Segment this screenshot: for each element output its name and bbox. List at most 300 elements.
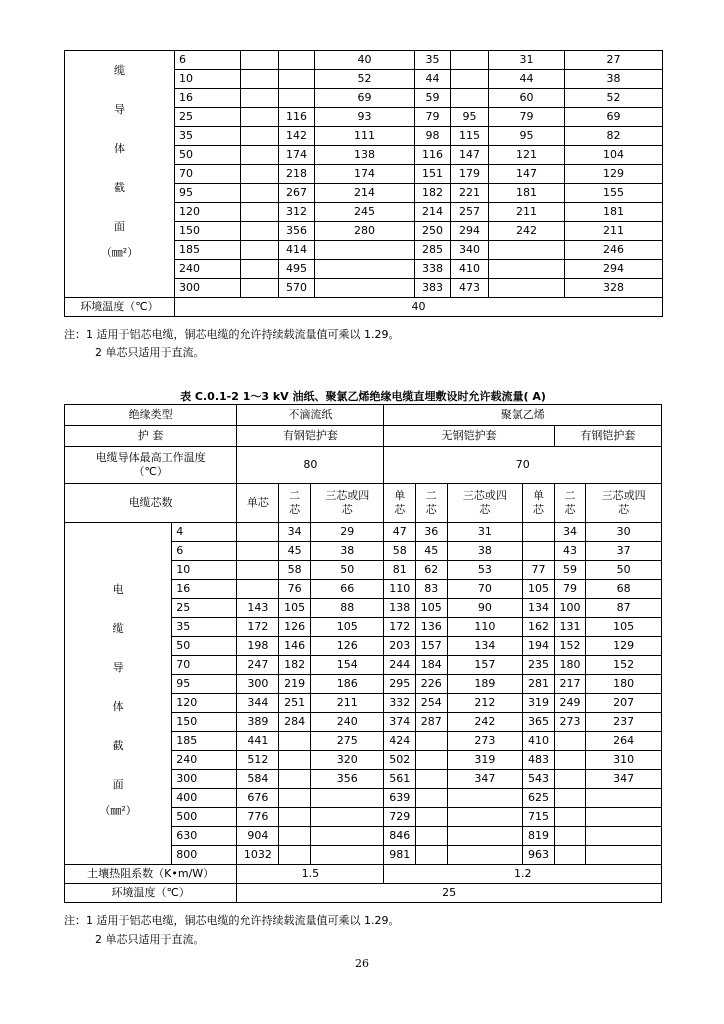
- current-value: 105: [310, 618, 384, 637]
- current-value: 257: [451, 203, 489, 222]
- blank-cell: [241, 146, 279, 165]
- current-value: [310, 846, 384, 865]
- current-value: 110: [384, 580, 416, 599]
- current-value: 211: [310, 694, 384, 713]
- current-value: [586, 808, 662, 827]
- current-value: 131: [554, 618, 586, 637]
- blank-cell: [241, 165, 279, 184]
- current-value: 152: [586, 656, 662, 675]
- cross-section-value: 70: [175, 165, 241, 184]
- current-value: 226: [416, 675, 448, 694]
- blank-cell: [241, 203, 279, 222]
- current-value: 244: [384, 656, 416, 675]
- cross-section-value: 630: [172, 827, 237, 846]
- current-value: 50: [586, 561, 662, 580]
- current-value: 126: [279, 618, 311, 637]
- current-value: 27: [565, 51, 663, 70]
- current-value: 819: [523, 827, 555, 846]
- current-value: 267: [279, 184, 315, 203]
- current-value: 138: [384, 599, 416, 618]
- current-value: 182: [415, 184, 451, 203]
- table-2-title: 表 C.0.1-2 1～3 kV 油纸、聚氯乙烯绝缘电缆直埋敷设时允许载流量( A): [180, 390, 546, 403]
- sheath-unarmored-pvc: 无钢铠护套: [384, 426, 554, 447]
- current-value: [315, 241, 415, 260]
- cross-section-label: 电 缆 导 体 截 面 （㎜²）: [65, 523, 172, 865]
- blank-cell: [241, 127, 279, 146]
- current-value: 172: [237, 618, 279, 637]
- current-value: 237: [586, 713, 662, 732]
- blank-cell: [241, 279, 279, 298]
- current-value: 251: [279, 694, 311, 713]
- current-value: 320: [310, 751, 384, 770]
- current-value: 356: [279, 222, 315, 241]
- current-value: 284: [279, 713, 311, 732]
- current-value: 181: [489, 184, 565, 203]
- soil-resistivity-label: 土壤热阻系数（K•m/W）: [65, 865, 237, 884]
- blank-cell: [241, 108, 279, 127]
- current-value: 116: [279, 108, 315, 127]
- current-value: 43: [554, 542, 586, 561]
- current-value: [237, 561, 279, 580]
- note-1-line-2: 2 单芯只适用于直流。: [95, 346, 205, 359]
- current-value: 344: [237, 694, 279, 713]
- current-value: 81: [384, 561, 416, 580]
- current-value: 60: [489, 89, 565, 108]
- current-value: 246: [565, 241, 663, 260]
- current-value: 79: [489, 108, 565, 127]
- cross-section-value: 6: [172, 542, 237, 561]
- current-value: 264: [586, 732, 662, 751]
- current-value: 280: [315, 222, 415, 241]
- sheath-armored-pvc: 有钢铠护套: [554, 426, 661, 447]
- current-value: 410: [523, 732, 555, 751]
- current-value: 981: [384, 846, 416, 865]
- current-value: 45: [279, 542, 311, 561]
- current-value: 77: [523, 561, 555, 580]
- current-value: 247: [237, 656, 279, 675]
- cross-section-value: 25: [175, 108, 241, 127]
- current-value: 146: [279, 637, 311, 656]
- current-value: 174: [315, 165, 415, 184]
- current-value: 105: [416, 599, 448, 618]
- current-value: 34: [554, 523, 586, 542]
- cross-section-value: 6: [175, 51, 241, 70]
- current-value: 473: [451, 279, 489, 298]
- cross-section-value: 300: [175, 279, 241, 298]
- current-value: 70: [447, 580, 523, 599]
- cross-section-value: 120: [175, 203, 241, 222]
- pvc-insulation-header: 聚氯乙烯: [384, 405, 662, 426]
- current-value: 69: [565, 108, 663, 127]
- current-value: 273: [554, 713, 586, 732]
- current-value: 584: [237, 770, 279, 789]
- core-single-pvc-2: 单 芯: [523, 484, 555, 523]
- current-value: 186: [310, 675, 384, 694]
- current-value: [554, 789, 586, 808]
- blank-cell: [241, 260, 279, 279]
- cross-section-value: 35: [175, 127, 241, 146]
- cross-section-value: 240: [175, 260, 241, 279]
- current-value: 240: [310, 713, 384, 732]
- current-value: [447, 827, 523, 846]
- current-value: 340: [451, 241, 489, 260]
- cross-section-value: 25: [172, 599, 237, 618]
- current-value: [279, 89, 315, 108]
- max-temp-paper: 80: [237, 447, 384, 484]
- current-value: 147: [451, 146, 489, 165]
- current-value: 58: [384, 542, 416, 561]
- current-value: [554, 827, 586, 846]
- current-value: 162: [523, 618, 555, 637]
- current-value: 625: [523, 789, 555, 808]
- current-value: [586, 846, 662, 865]
- current-value: 294: [565, 260, 663, 279]
- current-value: 715: [523, 808, 555, 827]
- cross-section-value: 800: [172, 846, 237, 865]
- current-value: 58: [279, 561, 311, 580]
- current-value: 294: [451, 222, 489, 241]
- current-value: [315, 260, 415, 279]
- current-value: 1032: [237, 846, 279, 865]
- current-value: [279, 827, 311, 846]
- current-value: 40: [315, 51, 415, 70]
- blank-cell: [241, 89, 279, 108]
- current-value: 52: [315, 70, 415, 89]
- current-value: [554, 846, 586, 865]
- current-value: 273: [447, 732, 523, 751]
- current-value: [279, 808, 311, 827]
- current-value: [554, 770, 586, 789]
- current-value: 95: [451, 108, 489, 127]
- current-value: 512: [237, 751, 279, 770]
- current-value: 90: [447, 599, 523, 618]
- current-value: [451, 89, 489, 108]
- current-value: 180: [554, 656, 586, 675]
- cross-section-value: 35: [172, 618, 237, 637]
- current-value: 45: [416, 542, 448, 561]
- current-value: [237, 580, 279, 599]
- current-value: [310, 789, 384, 808]
- current-value: [489, 260, 565, 279]
- current-value: 79: [554, 580, 586, 599]
- current-value: 570: [279, 279, 315, 298]
- insulation-type-label: 绝缘类型: [65, 405, 237, 426]
- sheath-label: 护 套: [65, 426, 237, 447]
- current-value: 218: [279, 165, 315, 184]
- cross-section-value: 95: [172, 675, 237, 694]
- current-value: 35: [415, 51, 451, 70]
- cross-section-value: 240: [172, 751, 237, 770]
- current-value: 69: [315, 89, 415, 108]
- soil-resistivity-pvc: 1.2: [384, 865, 662, 884]
- current-value: 441: [237, 732, 279, 751]
- current-value: 214: [315, 184, 415, 203]
- cross-section-value: 16: [175, 89, 241, 108]
- cross-section-label: 缆 导 体 截 面 （㎜²）: [65, 51, 175, 298]
- current-value: [554, 732, 586, 751]
- cross-section-value: 120: [172, 694, 237, 713]
- current-value: 219: [279, 675, 311, 694]
- current-value: 221: [451, 184, 489, 203]
- current-value: 495: [279, 260, 315, 279]
- cross-section-value: 50: [172, 637, 237, 656]
- current-value: 59: [415, 89, 451, 108]
- current-value: 211: [565, 222, 663, 241]
- current-value: 129: [565, 165, 663, 184]
- current-value: 38: [310, 542, 384, 561]
- current-value: 194: [523, 637, 555, 656]
- current-value: 184: [416, 656, 448, 675]
- current-value: [489, 279, 565, 298]
- core-three-paper: 三芯或四 芯: [310, 484, 384, 523]
- current-value: 424: [384, 732, 416, 751]
- current-value: 38: [447, 542, 523, 561]
- current-value: 79: [415, 108, 451, 127]
- current-value: 300: [237, 675, 279, 694]
- current-value: 100: [554, 599, 586, 618]
- core-two-paper: 二 芯: [279, 484, 311, 523]
- current-value: 963: [523, 846, 555, 865]
- current-value: 235: [523, 656, 555, 675]
- current-value: 174: [279, 146, 315, 165]
- current-value: [279, 732, 311, 751]
- current-value: 212: [447, 694, 523, 713]
- cross-section-value: 70: [172, 656, 237, 675]
- current-value: 59: [554, 561, 586, 580]
- current-value: 179: [451, 165, 489, 184]
- current-value: 310: [586, 751, 662, 770]
- current-value: 676: [237, 789, 279, 808]
- current-value: [523, 523, 555, 542]
- current-value: 410: [451, 260, 489, 279]
- current-value: [416, 751, 448, 770]
- current-value: 126: [310, 637, 384, 656]
- max-temp-pvc: 70: [384, 447, 662, 484]
- current-value: 31: [447, 523, 523, 542]
- current-value: [237, 542, 279, 561]
- current-value: [586, 827, 662, 846]
- current-value: 182: [279, 656, 311, 675]
- current-value: [416, 732, 448, 751]
- current-value: [416, 770, 448, 789]
- current-value: 136: [416, 618, 448, 637]
- current-value: [279, 51, 315, 70]
- current-value: [279, 846, 311, 865]
- current-value: 242: [447, 713, 523, 732]
- current-value: 31: [489, 51, 565, 70]
- soil-resistivity-paper: 1.5: [237, 865, 384, 884]
- current-value: 217: [554, 675, 586, 694]
- current-value: 143: [237, 599, 279, 618]
- ambient-temp-value: 40: [175, 298, 663, 317]
- current-value: 189: [447, 675, 523, 694]
- current-value: 68: [586, 580, 662, 599]
- current-value: 115: [451, 127, 489, 146]
- current-value: [416, 789, 448, 808]
- current-value: 34: [279, 523, 311, 542]
- current-value: 44: [489, 70, 565, 89]
- current-value: 181: [565, 203, 663, 222]
- current-value: 776: [237, 808, 279, 827]
- current-value: 129: [586, 637, 662, 656]
- blank-cell: [241, 241, 279, 260]
- current-value: 44: [415, 70, 451, 89]
- current-value: 116: [415, 146, 451, 165]
- current-value: 328: [565, 279, 663, 298]
- current-value: 142: [279, 127, 315, 146]
- current-value: 36: [416, 523, 448, 542]
- current-value: 151: [415, 165, 451, 184]
- current-value: 62: [416, 561, 448, 580]
- current-value: 389: [237, 713, 279, 732]
- cross-section-value: 300: [172, 770, 237, 789]
- current-value: [279, 789, 311, 808]
- current-value: 639: [384, 789, 416, 808]
- current-value: [451, 51, 489, 70]
- cross-section-value: 10: [172, 561, 237, 580]
- current-value: 356: [310, 770, 384, 789]
- current-value: 157: [416, 637, 448, 656]
- current-value: [279, 751, 311, 770]
- current-value: 214: [415, 203, 451, 222]
- current-value: [310, 827, 384, 846]
- cross-section-value: 10: [175, 70, 241, 89]
- current-value: 98: [415, 127, 451, 146]
- core-two-pvc-1: 二 芯: [416, 484, 448, 523]
- current-value: 275: [310, 732, 384, 751]
- current-value: 383: [415, 279, 451, 298]
- current-value: [416, 846, 448, 865]
- blank-cell: [241, 184, 279, 203]
- current-value: 281: [523, 675, 555, 694]
- current-value: 312: [279, 203, 315, 222]
- current-value: 95: [489, 127, 565, 146]
- current-value: 561: [384, 770, 416, 789]
- current-value: 76: [279, 580, 311, 599]
- current-value: 904: [237, 827, 279, 846]
- cross-section-value: 185: [172, 732, 237, 751]
- current-value: [554, 808, 586, 827]
- current-value: 82: [565, 127, 663, 146]
- current-value: 172: [384, 618, 416, 637]
- ambient-temp-value: 25: [237, 884, 662, 903]
- current-value: [315, 279, 415, 298]
- current-value: 295: [384, 675, 416, 694]
- current-value: [279, 770, 311, 789]
- ambient-temp-label: 环境温度（℃）: [65, 884, 237, 903]
- current-value: 155: [565, 184, 663, 203]
- current-value: 250: [415, 222, 451, 241]
- current-value: 104: [565, 146, 663, 165]
- current-value: 52: [565, 89, 663, 108]
- table-row: [65, 523, 662, 542]
- blank-cell: [241, 222, 279, 241]
- current-value: 105: [586, 618, 662, 637]
- current-value: 245: [315, 203, 415, 222]
- current-value: [310, 808, 384, 827]
- current-value: 543: [523, 770, 555, 789]
- current-value: 338: [415, 260, 451, 279]
- cross-section-value: 400: [172, 789, 237, 808]
- current-value: 53: [447, 561, 523, 580]
- current-value: 365: [523, 713, 555, 732]
- current-value: 93: [315, 108, 415, 127]
- current-value: [554, 751, 586, 770]
- current-value: 729: [384, 808, 416, 827]
- table-1: [64, 50, 663, 317]
- cross-section-value: 185: [175, 241, 241, 260]
- current-value: 134: [523, 599, 555, 618]
- core-single-paper: 单芯: [237, 484, 279, 523]
- current-value: 83: [416, 580, 448, 599]
- current-value: 134: [447, 637, 523, 656]
- current-value: 30: [586, 523, 662, 542]
- paper-insulation-header: 不滴流纸: [237, 405, 384, 426]
- current-value: 254: [416, 694, 448, 713]
- core-three-pvc-2: 三芯或四 芯: [586, 484, 662, 523]
- current-value: 287: [416, 713, 448, 732]
- current-value: [451, 70, 489, 89]
- current-value: 88: [310, 599, 384, 618]
- current-value: 50: [310, 561, 384, 580]
- blank-cell: [241, 70, 279, 89]
- current-value: 242: [489, 222, 565, 241]
- current-value: 87: [586, 599, 662, 618]
- current-value: 154: [310, 656, 384, 675]
- current-value: 203: [384, 637, 416, 656]
- current-value: [416, 808, 448, 827]
- current-value: 285: [415, 241, 451, 260]
- current-value: 483: [523, 751, 555, 770]
- ambient-temp-label: 环境温度（℃）: [65, 298, 175, 317]
- core-two-pvc-2: 二 芯: [554, 484, 586, 523]
- current-value: 249: [554, 694, 586, 713]
- current-value: 374: [384, 713, 416, 732]
- current-value: [416, 827, 448, 846]
- current-value: 147: [489, 165, 565, 184]
- table-2: [64, 404, 662, 903]
- page-number: 26: [355, 957, 369, 970]
- current-value: 138: [315, 146, 415, 165]
- current-value: 347: [447, 770, 523, 789]
- sheath-armored-paper: 有钢铠护套: [237, 426, 384, 447]
- current-value: 211: [489, 203, 565, 222]
- current-value: [586, 789, 662, 808]
- current-value: [279, 70, 315, 89]
- cross-section-value: 500: [172, 808, 237, 827]
- current-value: 66: [310, 580, 384, 599]
- core-three-pvc-1: 三芯或四 芯: [447, 484, 523, 523]
- blank-cell: [241, 51, 279, 70]
- current-value: [447, 789, 523, 808]
- note-2-line-1: 注：1 适用于铝芯电缆，铜芯电缆的允许持续载流量值可乘以 1.29。: [64, 914, 400, 927]
- cross-section-value: 150: [175, 222, 241, 241]
- cores-label: 电缆芯数: [65, 484, 237, 523]
- current-value: 121: [489, 146, 565, 165]
- note-1-line-1: 注：1 适用于铝芯电缆，铜芯电缆的允许持续载流量值可乘以 1.29。: [64, 328, 400, 341]
- current-value: [447, 808, 523, 827]
- current-value: [237, 523, 279, 542]
- current-value: 846: [384, 827, 416, 846]
- current-value: 180: [586, 675, 662, 694]
- note-2-line-2: 2 单芯只适用于直流。: [95, 933, 205, 946]
- current-value: 37: [586, 542, 662, 561]
- current-value: 347: [586, 770, 662, 789]
- cross-section-value: 95: [175, 184, 241, 203]
- current-value: 157: [447, 656, 523, 675]
- current-value: 111: [315, 127, 415, 146]
- cross-section-value: 150: [172, 713, 237, 732]
